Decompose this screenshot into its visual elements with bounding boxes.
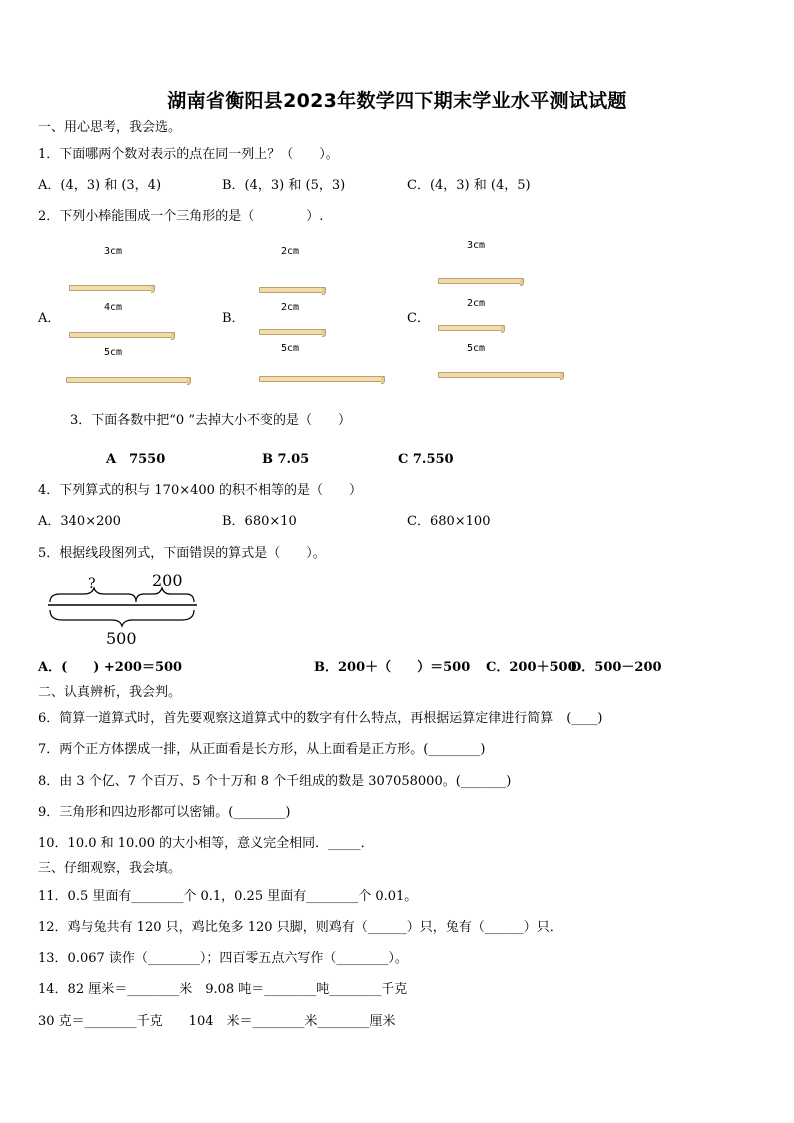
line-segment-diagram	[40, 568, 210, 650]
section-heading-2: 二、认真辨析，我会判。	[38, 685, 182, 700]
q2b-stick-2-label: 2cm	[281, 302, 300, 313]
brace-total	[50, 610, 194, 626]
q2a-stick-1-label: 3cm	[104, 246, 123, 257]
diagram-part-label: 200	[152, 571, 183, 590]
q2a-stick-1	[69, 285, 155, 291]
q2c-stick-2-label: 2cm	[467, 298, 486, 309]
q3-option-b: B 7.05	[262, 452, 310, 467]
question-2: 2．下列小棒能围成一个三角形的是（ ）.	[38, 209, 324, 224]
q1-option-c: C．(4，3) 和 (4，5)	[407, 178, 531, 193]
q2b-stick-1	[259, 287, 326, 293]
question-14-line-1: 14．82 厘米＝________米 9.08 吨＝________吨________千克	[38, 982, 408, 997]
question-3: 3．下面各数中把“0 ”去掉大小不变的是（ ）	[70, 413, 351, 428]
q2c-stick-2	[438, 325, 505, 331]
question-6: 6．简算一道算式时，首先要观察这道算式中的数字有什么特点，再根据运算定律进行简算 (____)	[38, 711, 603, 726]
q5-option-d: D．500－200	[570, 660, 662, 675]
q4-option-b: B．680×10	[222, 514, 297, 529]
q2a-stick-2-label: 4cm	[104, 302, 123, 313]
question-8: 8．由 3 个亿、7 个百万、5 个十万和 8 个千组成的数是 307058000。(_______)	[38, 774, 512, 789]
brace-200-part	[136, 588, 194, 602]
question-1: 1．下面哪两个数对表示的点在同一列上？（ ）。	[38, 147, 339, 162]
q2-option-a: A．	[38, 311, 61, 326]
q1-option-a: A．(4，3) 和 (3，4)	[38, 178, 162, 193]
q4-option-c: C．680×100	[407, 514, 491, 529]
q2c-stick-1-label: 3cm	[467, 240, 486, 251]
q5-option-a: A．( ) +200＝500	[38, 660, 183, 675]
question-10: 10．10.0 和 10.00 的大小相等，意义完全相同．_____．	[38, 836, 374, 851]
q2b-stick-2	[259, 329, 326, 335]
question-9: 9．三角形和四边形都可以密铺。(________)	[38, 805, 291, 820]
question-5: 5．根据线段图列式，下面错误的算式是（ ）。	[38, 546, 326, 561]
q5-option-c: C．200＋500	[486, 660, 577, 675]
diagram-question-label: ?	[88, 576, 96, 592]
q2a-stick-3-label: 5cm	[104, 347, 123, 358]
question-7: 7．两个正方体摆成一排，从正面看是长方形，从上面看是正方形。(________)	[38, 742, 486, 757]
q2c-stick-3-label: 5cm	[467, 343, 486, 354]
q2-option-b: B．	[222, 311, 245, 326]
q2b-stick-3-label: 5cm	[281, 343, 300, 354]
q2-option-c: C．	[407, 311, 430, 326]
q4-option-a: A．340×200	[38, 514, 121, 529]
q2c-stick-3	[438, 372, 564, 378]
q2a-stick-2	[69, 332, 175, 338]
question-4: 4．下列算式的积与 170×400 的积不相等的是（ ）	[38, 483, 363, 498]
question-14-line-2: 30 克＝________千克 104 米＝________米________厘米	[38, 1014, 396, 1029]
question-11: 11．0.5 里面有________个 0.1，0.25 里面有________个 0.01。	[38, 889, 418, 904]
q2c-stick-1	[438, 278, 524, 284]
page-title: 湖南省衡阳县2023年数学四下期末学业水平测试试题	[167, 90, 627, 112]
q2b-stick-3	[259, 376, 385, 382]
q2b-stick-1-label: 2cm	[281, 246, 300, 257]
diagram-total-label: 500	[106, 629, 137, 648]
q2a-stick-3	[66, 377, 191, 383]
section-heading-3: 三、仔细观察，我会填。	[38, 861, 182, 876]
question-13: 13．0.067 读作（________）；四百零五点六写作（________）。	[38, 951, 408, 966]
q3-option-a: A 7550	[106, 452, 166, 467]
q1-option-b: B．(4，3) 和 (5，3)	[222, 178, 346, 193]
question-12: 12．鸡与兔共有 120 只，鸡比兔多 120 只脚，则鸡有（______）只，兔有（______）只．	[38, 920, 563, 935]
section-heading-1: 一、用心思考，我会选。	[38, 120, 182, 135]
q5-option-b: B．200＋（ ）＝500	[314, 660, 471, 675]
q3-option-c: C 7.550	[398, 452, 454, 467]
